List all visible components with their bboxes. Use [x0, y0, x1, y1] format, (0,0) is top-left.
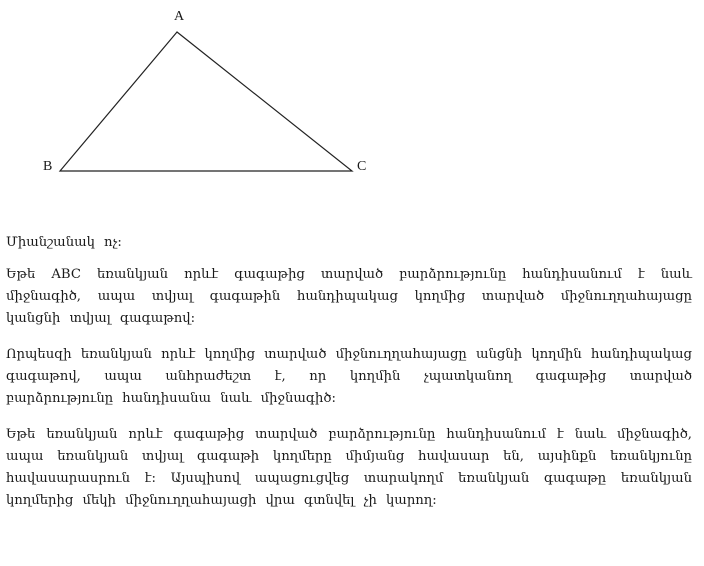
- triangle-diagram: [0, 0, 704, 190]
- triangle-abc: [60, 32, 352, 171]
- triangle-figure: [0, 0, 704, 190]
- vertex-label-b: B: [43, 159, 53, 174]
- answer-heading: Միանշանակ ոչ:: [6, 235, 122, 250]
- paragraph-3: Եթե եռանկյան որևէ գագաթից տարված բարձրությունը հանդիսանում է նաև միջնագիծ, ապա եռանկյան տվյալ գագաթի կողմերը միմյանց հավասար են, այսինքն եռանկյունը հավասարասրուն է: Այսպիսով ապացուցվեց տարակողմ եռանկյան գագաթը եռանկյան կողմերից մեկի միջնուղղահայացի վրա գտնվել չի կարող:: [6, 427, 692, 508]
- vertex-label-a: A: [174, 9, 185, 24]
- vertex-label-c: C: [357, 159, 367, 174]
- solution-text: [6, 232, 692, 526]
- paragraph-1: Եթե ABC եռանկյան որևէ գագաթից տարված բարձրությունը հանդիսանում է նաև միջնագիծ, ապա տվյալ գագաթին հանդիպակաց կողմից տարված միջնուղղահայացը կանցնի տվյալ գագաթով:: [6, 267, 692, 326]
- paragraph-2: Որպեսզի եռանկյան որևէ կողմից տարված միջնուղղահայացը անցնի կողմին հանդիպակաց գագաթով, ապա անհրաժեշտ է, որ կողմին չպատկանող գագաթից տարված բարձրությունը հանդիսանա նաև միջնագիծ:: [6, 347, 692, 406]
